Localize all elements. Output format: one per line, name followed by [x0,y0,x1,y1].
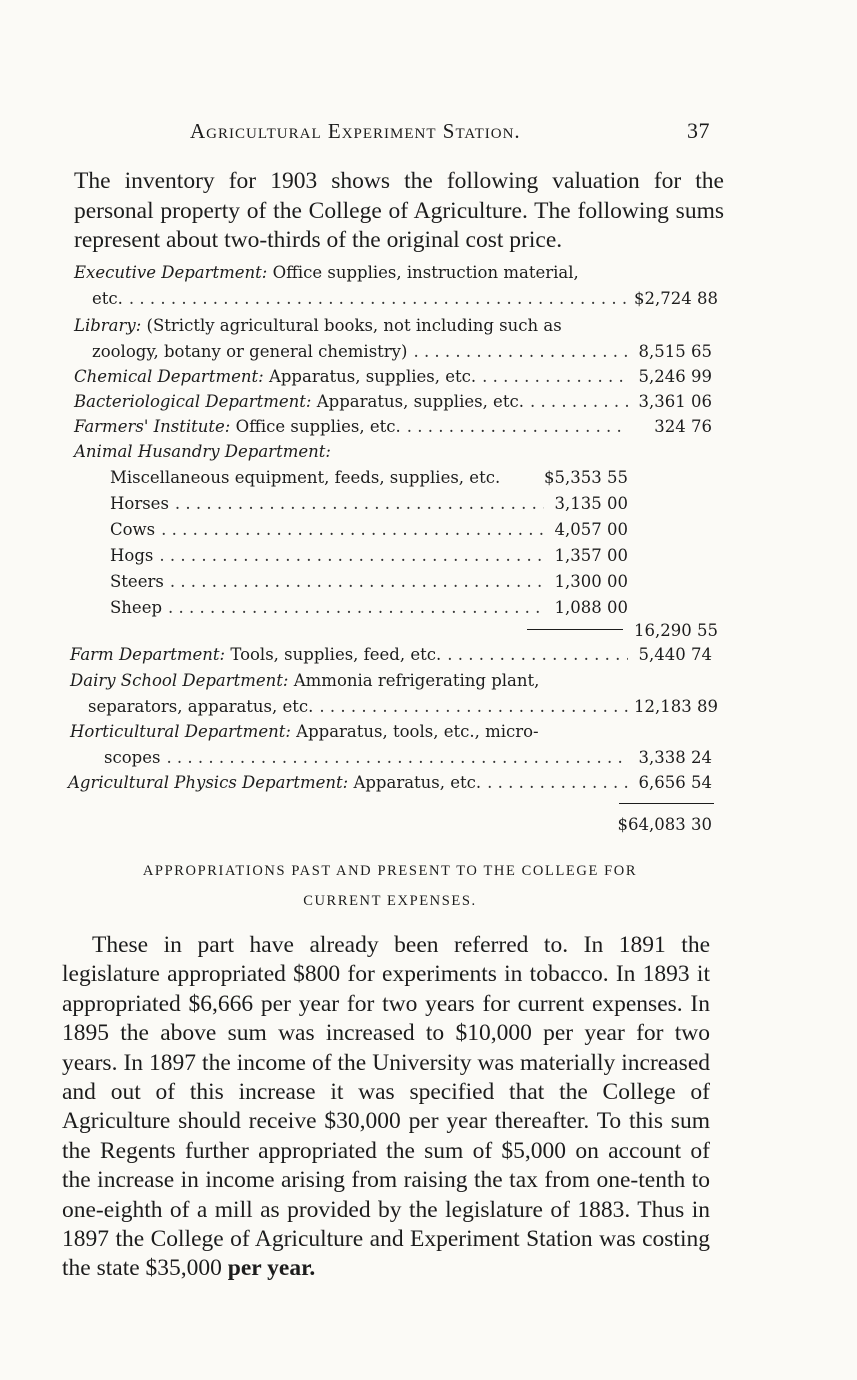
inventory-row-horticultural [70,722,630,744]
dot-leader [407,417,628,436]
dept-label: Farmers' Institute: [74,417,231,436]
item-amount: $5,353 55 [544,468,628,487]
subtotal-rule [527,629,623,630]
animal-item-row [110,494,628,516]
amount: $2,724 88 [634,289,718,308]
amount: 6,656 54 [638,773,712,792]
inventory-row-animal-husbandry [74,442,634,464]
item-label: Horses [110,494,169,513]
inventory-row-dairy [70,671,630,693]
dot-leader [413,342,628,361]
item-amount: 3,135 00 [554,494,628,513]
inventory-row-dairy-cont [88,697,718,719]
dept-desc: Office supplies, instruction material, [272,263,579,282]
dept-desc: Apparatus, supplies, etc. [316,392,524,411]
dept-label: Agricultural Physics Department: [68,773,349,792]
total-rule [619,803,714,804]
dot-leader [482,367,628,386]
item-label: Sheep [110,598,163,617]
dot-leader [159,546,544,565]
dept-label: Chemical Department: [74,367,264,386]
dept-label: Horticultural Department: [70,722,291,741]
inventory-row-executive-cont [92,289,718,311]
section-heading-line1: APPROPRIATIONS PAST AND PRESENT TO THE COLLEGE FOR [142,863,638,879]
item-label: Miscellaneous equipment, feeds, supplies, etc. [110,468,501,487]
dept-label: Animal Husandry Department: [74,442,331,461]
item-label: Cows [110,520,156,539]
section-heading [70,856,710,916]
animal-item-row [110,546,628,568]
item-amount: 1,300 00 [554,572,628,591]
subtotal-amount: 16,290 55 [634,621,718,640]
dept-label: Executive Department: [74,263,268,282]
dot-leader [487,773,628,792]
dept-desc: scopes [104,748,161,767]
dot-leader [175,494,544,513]
amount: 324 76 [654,417,712,436]
item-amount: 1,088 00 [554,598,628,617]
item-label: Steers [110,572,164,591]
running-title: Agricultural Experiment Station. [190,119,521,143]
animal-item-row [110,598,628,620]
dot-leader [170,572,544,591]
dot-leader [530,392,628,411]
dept-desc: Ammonia refrigerating plant, [293,671,540,690]
item-amount: 4,057 00 [554,520,628,539]
amount: 5,440 74 [638,645,712,664]
inventory-row-physics [68,773,712,795]
inventory-row-farmers-institute [74,417,712,439]
inventory-row-library [74,316,634,338]
dot-leader [168,598,544,617]
item-amount: 1,357 00 [554,546,628,565]
dept-desc: etc. [92,289,123,308]
inventory-row-executive [74,263,634,285]
intro-paragraph: The inventory for 1903 shows the following valuation for the personal property of the College of Agriculture. The following sums represent about two-thirds of the original cost price. [74,168,724,253]
inventory-row-horticultural-cont [104,748,712,770]
dot-leader [447,645,628,664]
dept-desc: zoology, botany or general chemistry) [92,342,408,361]
dept-desc: separators, apparatus, etc. [88,697,314,716]
dept-label: Farm Department: [70,645,226,664]
amount: 3,338 24 [638,748,712,767]
dept-label: Library: [74,316,142,335]
dot-leader [161,520,544,539]
inventory-row-chemical [74,367,712,389]
amount: 3,361 06 [638,392,712,411]
amount: 8,515 65 [638,342,712,361]
dept-desc: Apparatus, etc. [353,773,482,792]
dept-desc: Apparatus, tools, etc., micro- [296,722,539,741]
page-number: 37 [687,118,710,143]
amount: 12,183 89 [634,697,718,716]
dept-label: Dairy School Department: [70,671,289,690]
dot-leader [319,697,628,716]
item-label: Hogs [110,546,154,565]
total-amount: $64,083 30 [617,815,712,834]
animal-item-row [110,468,628,490]
inventory-row-bacteriological [74,392,712,414]
body-text: These in part have already been referred to. In 1891 the legislature appropriated $800 for experiments in tobacco. In 1893 it appropriated $6,666 per year for two years for current expenses. In 1895 the above sum was increased to $10,000 per year for two years. In 1897 the income of the University was materially increased and out of this increase it was specified that the College of Agriculture should receive $30,000 per year thereafter. To this sum the Regents further appropriated the sum of $5,000 on account of the increase in income arising from raising the tax from one-tenth to one-eighth of a mill as provided by the legislature of 1883. Thus in 1897 the College of Agriculture and Experiment Station was costing the state $35,000 [62,932,710,1282]
animal-item-row [110,520,628,542]
body-text-end: per year. [227,1255,316,1282]
amount: 5,246 99 [638,367,712,386]
dept-desc: Tools, supplies, feed, etc. [230,645,442,664]
dept-label: Bacteriological Department: [74,392,312,411]
inventory-row-library-cont [92,342,712,364]
animal-subtotal-row [628,621,718,643]
dept-desc: Apparatus, supplies, etc. [268,367,477,386]
inventory-total-row [612,815,712,837]
running-header [190,118,710,144]
animal-item-row [110,572,628,594]
dept-desc: Office supplies, etc. [235,417,401,436]
dot-leader [166,748,628,767]
dot-leader [129,289,628,308]
inventory-row-farm [70,645,712,667]
section-heading-line2: CURRENT EXPENSES. [303,893,477,909]
dept-desc: (Strictly agricultural books, not including such as [146,316,562,335]
body-paragraph [62,931,710,1284]
